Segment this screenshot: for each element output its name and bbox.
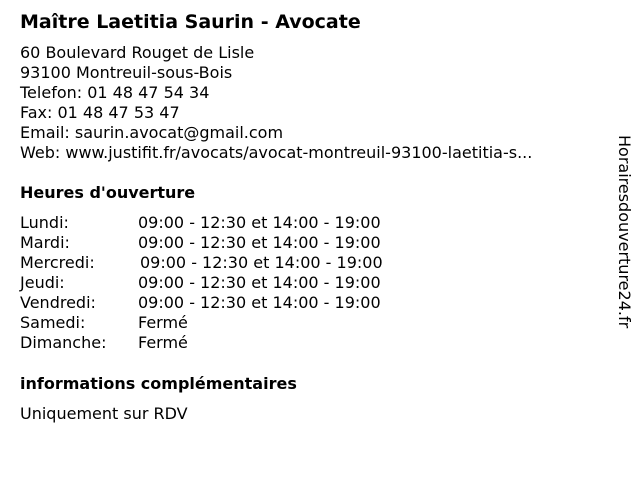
hours-row-wednesday: [20, 253, 480, 273]
address-city: 93100 Montreuil-sous-Bois: [20, 63, 233, 82]
additional-info-heading: informations complémentaires: [20, 374, 297, 393]
day-label: Samedi:: [20, 313, 86, 332]
day-label: Lundi:: [20, 213, 69, 232]
hours-row-friday: [20, 293, 480, 313]
address-street: 60 Boulevard Rouget de Lisle: [20, 43, 255, 62]
hours-row-saturday: [20, 313, 480, 333]
day-label: Jeudi:: [20, 273, 65, 292]
hours-row-thursday: [20, 273, 480, 293]
phone-number: Telefon: 01 48 47 54 34: [20, 83, 210, 102]
hours-value: 09:00 - 12:30 et 14:00 - 19:00: [138, 293, 381, 312]
day-label: Dimanche:: [20, 333, 107, 352]
additional-info-text: Uniquement sur RDV: [20, 404, 188, 423]
hours-row-monday: [20, 213, 480, 233]
hours-value: 09:00 - 12:30 et 14:00 - 19:00: [138, 213, 381, 232]
hours-value: 09:00 - 12:30 et 14:00 - 19:00: [138, 273, 381, 292]
email-address: Email: saurin.avocat@gmail.com: [20, 123, 284, 142]
site-brand-vertical[interactable]: Horairesdouverture24.fr: [615, 135, 634, 329]
day-label: Mardi:: [20, 233, 70, 252]
opening-hours-heading: Heures d'ouverture: [20, 183, 196, 202]
day-label: Vendredi:: [20, 293, 96, 312]
website-link[interactable]: Web: www.justifit.fr/avocats/avocat-montreuil-93100-laetitia-s...: [20, 143, 533, 162]
hours-value: Fermé: [138, 333, 188, 352]
opening-hours-table: [20, 213, 480, 353]
day-label: Mercredi:: [20, 253, 95, 272]
fax-number: Fax: 01 48 47 53 47: [20, 103, 180, 122]
hours-row-sunday: [20, 333, 480, 353]
hours-row-tuesday: [20, 233, 480, 253]
contact-block: [20, 43, 532, 163]
hours-value: 09:00 - 12:30 et 14:00 - 19:00: [140, 253, 383, 272]
page-title: Maître Laetitia Saurin - Avocate: [20, 11, 361, 33]
hours-value: Fermé: [138, 313, 188, 332]
hours-value: 09:00 - 12:30 et 14:00 - 19:00: [138, 233, 381, 252]
